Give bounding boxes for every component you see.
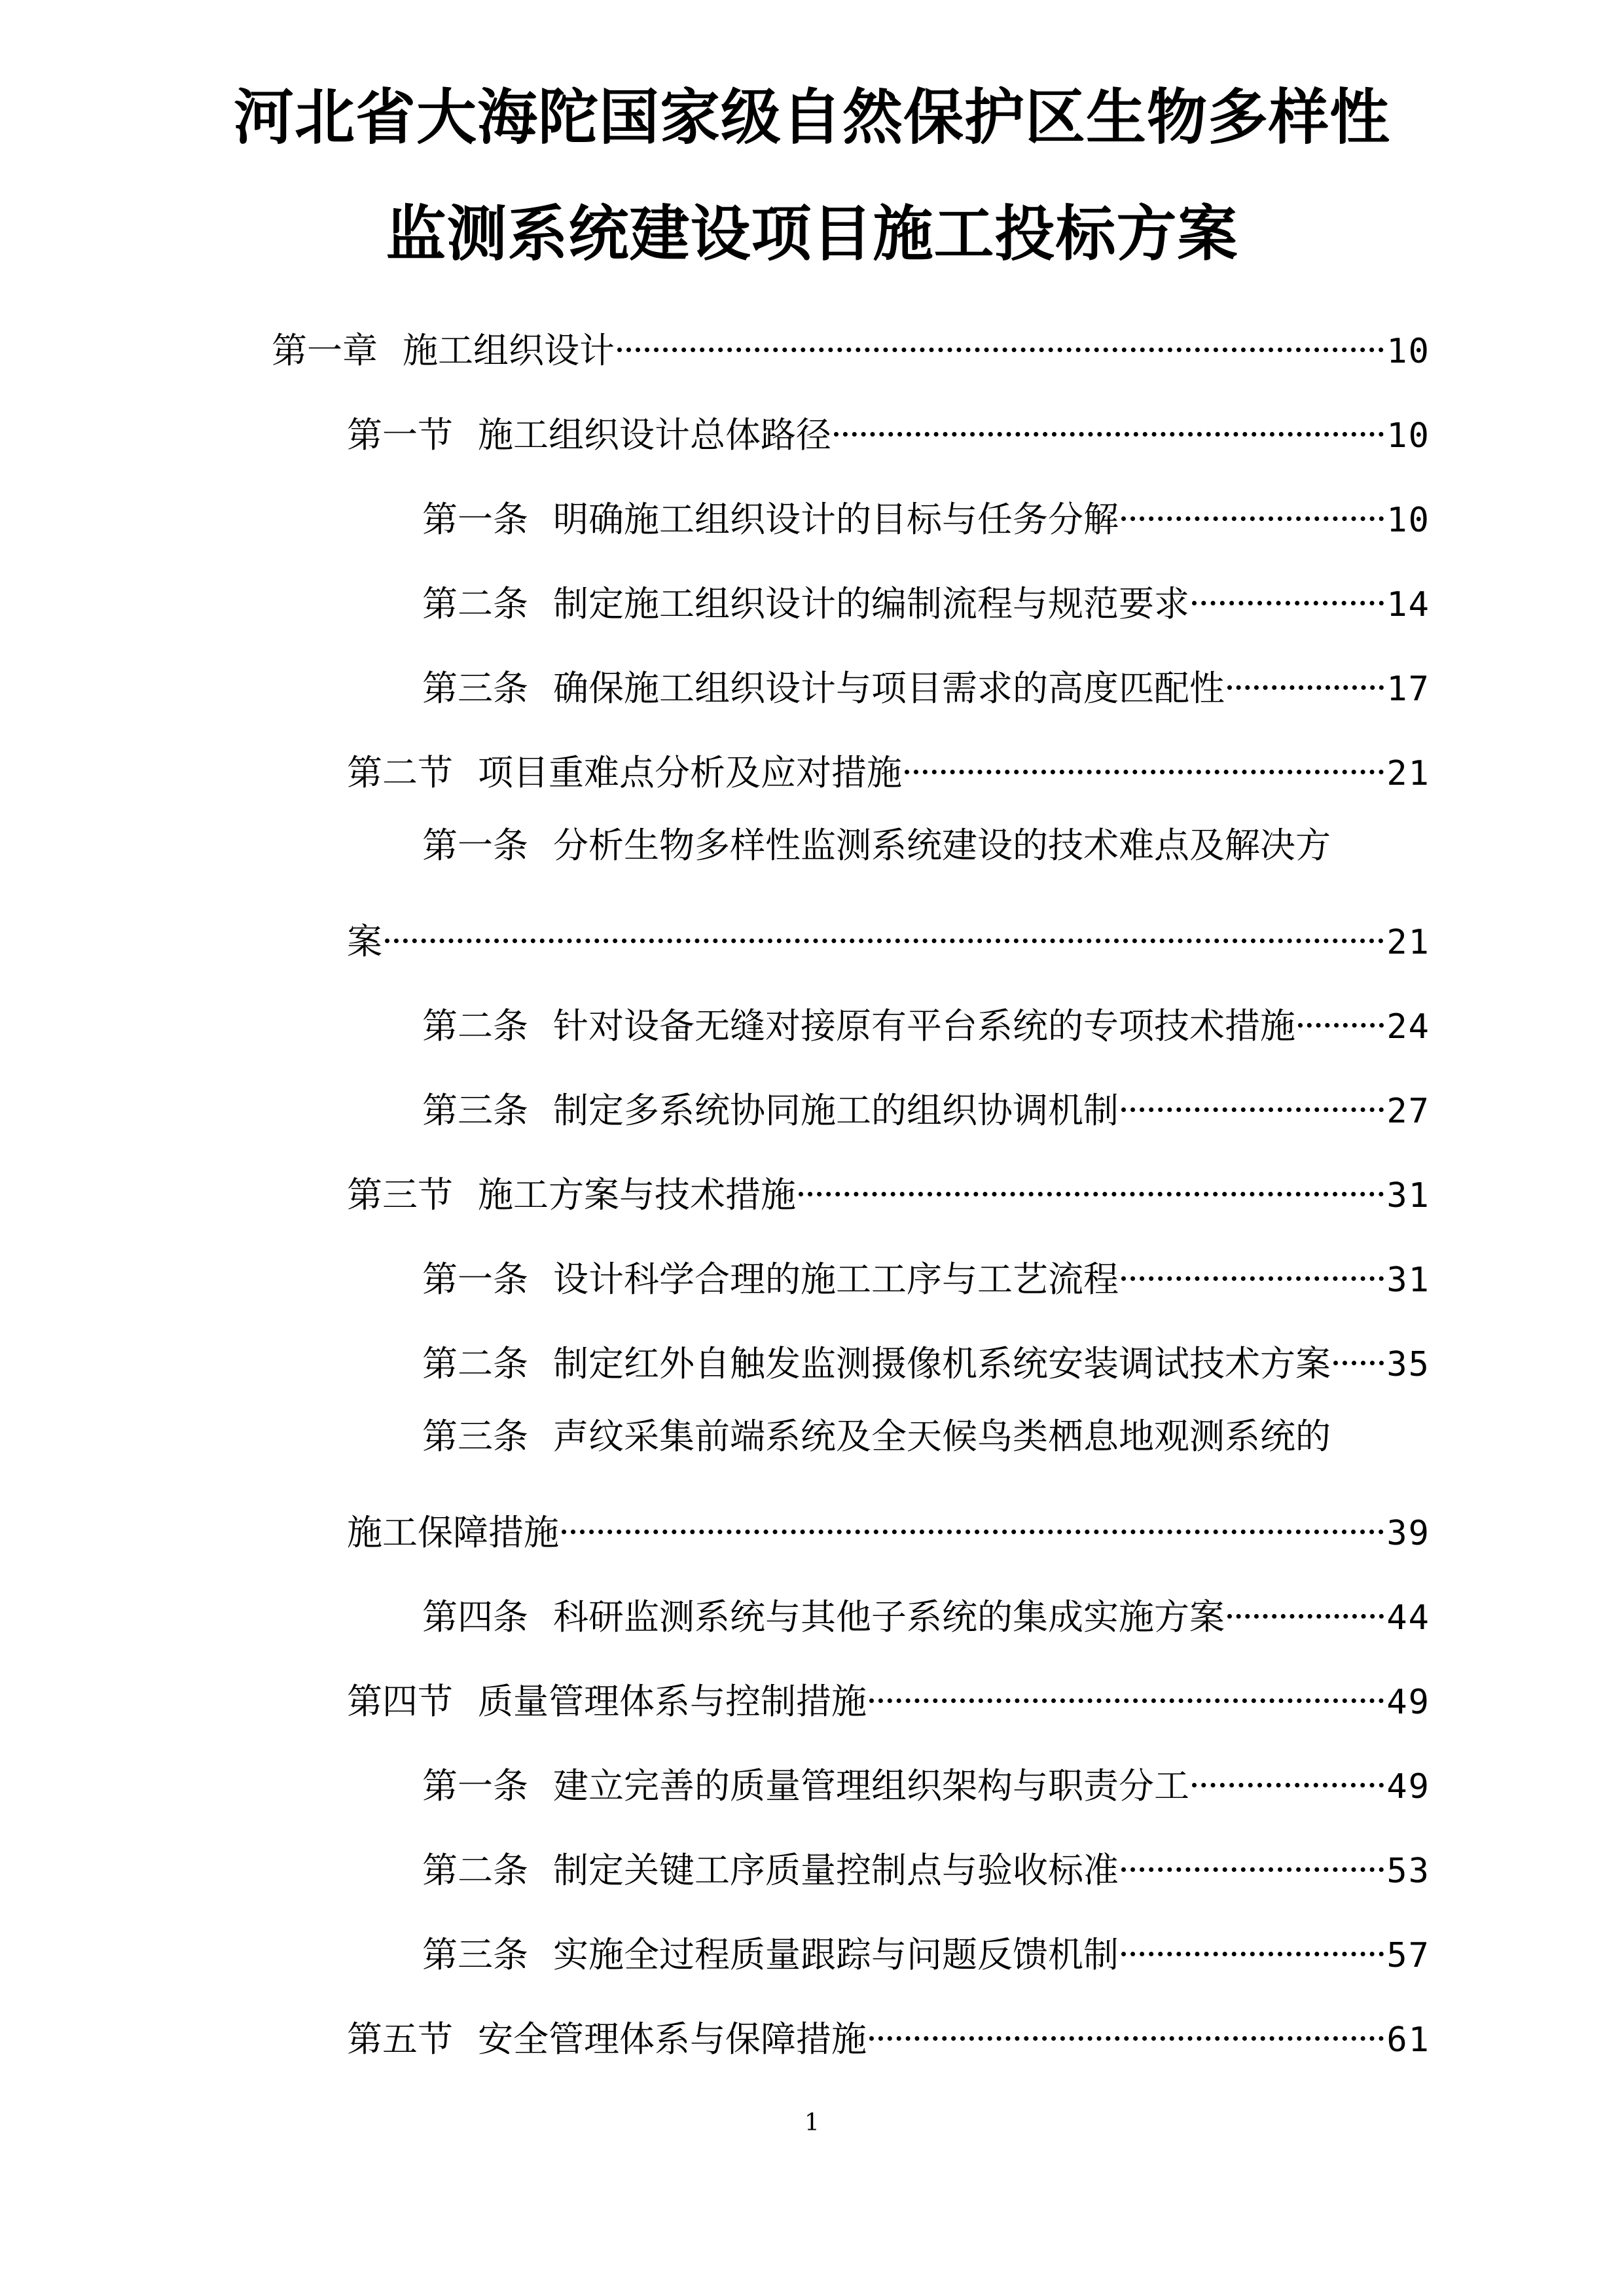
toc-entry-page-number: 17 <box>1386 670 1430 709</box>
toc-entry-label: 第一条 <box>422 1765 528 1806</box>
page-number: 1 <box>804 2109 820 2136</box>
toc-entry-text: 安全管理体系与保障措施 <box>478 2018 867 2060</box>
toc-entry-label: 第二条 <box>422 1005 528 1047</box>
toc-entry-continuation-text: 施工保障措施 <box>347 1512 559 1553</box>
toc-entry-text: 项目重难点分析及应对措施 <box>478 752 902 793</box>
toc-entry-label: 第四节 <box>347 1681 453 1722</box>
toc-entry-text: 实施全过程质量跟踪与问题反馈机制 <box>553 1934 1119 1975</box>
toc-entry-page-number: 35 <box>1386 1345 1430 1384</box>
toc-dot-leader <box>562 1498 1384 1545</box>
toc-entry-continuation-text: 案 <box>347 921 382 962</box>
toc-entry-label: 第三条 <box>422 668 528 709</box>
toc-entry-page-number: 49 <box>1386 1767 1430 1806</box>
toc-entry-label: 第三条 <box>422 1934 528 1975</box>
toc-entry-page-number: 21 <box>1386 754 1430 793</box>
toc-entry-label: 第二条 <box>422 583 528 624</box>
document-title-line-2: 监测系统建设项目施工投标方案 <box>386 199 1238 269</box>
toc-dot-leader <box>1192 569 1384 616</box>
toc-entry-text: 制定红外自触发监测摄像机系统安装调试技术方案 <box>553 1343 1331 1384</box>
toc-entry-label: 第一节 <box>347 414 453 456</box>
toc-entry-text: 质量管理体系与控制措施 <box>478 1681 867 1722</box>
toc-dot-leader <box>385 906 1384 954</box>
toc-entry-page-number: 24 <box>1386 1007 1430 1047</box>
toc-entry-text: 制定关键工序质量控制点与验收标准 <box>553 1850 1119 1891</box>
toc-entry-label: 第二条 <box>422 1343 528 1384</box>
toc-entry-label: 第三节 <box>347 1174 453 1215</box>
toc-entry-text: 针对设备无缝对接原有平台系统的专项技术措施 <box>553 1005 1295 1047</box>
toc-entry-page-number: 39 <box>1386 1514 1430 1553</box>
toc-entry[interactable] <box>422 1835 1430 1891</box>
toc-entry[interactable] <box>422 1582 1430 1638</box>
toc-dot-leader <box>834 400 1384 447</box>
toc-entry-label: 第一条 <box>422 499 528 540</box>
toc-entry[interactable] <box>272 315 1430 371</box>
toc-entry-line[interactable] <box>422 822 1331 869</box>
toc-entry-label: 第二条 <box>422 1850 528 1891</box>
toc-entry[interactable] <box>422 1244 1430 1300</box>
toc-entry-text: 设计科学合理的施工工序与工艺流程 <box>553 1259 1119 1300</box>
toc-entry-page-number: 31 <box>1386 1261 1430 1300</box>
toc-entry-page-number: 53 <box>1386 1852 1430 1891</box>
toc-entry-text: 制定多系统协同施工的组织协调机制 <box>553 1090 1119 1131</box>
toc-dot-leader <box>1227 1582 1384 1629</box>
toc-entry-page-number: 10 <box>1386 501 1430 540</box>
toc-entry[interactable] <box>422 1920 1430 1975</box>
toc-entry-text: 分析生物多样性监测系统建设的技术难点及解决方 <box>553 825 1331 866</box>
toc-entry-page-number: 21 <box>1386 923 1430 962</box>
toc-dot-leader <box>617 315 1384 363</box>
toc-entry-text: 声纹采集前端系统及全天候鸟类栖息地观测系统的 <box>553 1416 1331 1457</box>
toc-entry-line[interactable] <box>422 1413 1331 1460</box>
toc-entry[interactable] <box>347 400 1430 456</box>
toc-entry-label: 第一章 <box>272 330 378 371</box>
toc-entry-label: 第五节 <box>347 2018 453 2060</box>
toc-entry-text: 施工组织设计总体路径 <box>478 414 831 456</box>
toc-dot-leader <box>869 2004 1384 2051</box>
toc-entry-text: 确保施工组织设计与项目需求的高度匹配性 <box>553 668 1225 709</box>
toc-entry[interactable] <box>347 738 1430 793</box>
toc-entry[interactable] <box>347 1160 1430 1215</box>
toc-dot-leader <box>1298 991 1384 1038</box>
toc-dot-leader <box>1121 1244 1384 1291</box>
toc-entry-page-number: 14 <box>1386 585 1430 624</box>
toc-entry[interactable] <box>422 1075 1430 1131</box>
toc-entry[interactable] <box>347 2004 1430 2060</box>
toc-entry[interactable] <box>422 569 1430 624</box>
toc-entry[interactable] <box>347 1666 1430 1722</box>
toc-entry-text: 制定施工组织设计的编制流程与规范要求 <box>553 583 1189 624</box>
toc-entry-label: 第二节 <box>347 752 453 793</box>
toc-entry-text: 明确施工组织设计的目标与任务分解 <box>553 499 1119 540</box>
toc-entry[interactable] <box>422 1329 1430 1384</box>
toc-entry-page-number: 57 <box>1386 1936 1430 1975</box>
toc-entry[interactable] <box>422 484 1430 540</box>
toc-dot-leader <box>1192 1751 1384 1798</box>
toc-entry-label: 第一条 <box>422 1259 528 1300</box>
toc-entry-page-number: 61 <box>1386 2020 1430 2060</box>
toc-dot-leader <box>1121 484 1384 531</box>
toc-entry-text: 施工组织设计 <box>403 330 615 371</box>
toc-dot-leader <box>1121 1920 1384 1967</box>
toc-dot-leader <box>905 738 1384 785</box>
toc-dot-leader <box>1333 1329 1384 1376</box>
toc-dot-leader <box>1121 1075 1384 1122</box>
toc-entry-label: 第三条 <box>422 1416 528 1457</box>
toc-entry[interactable] <box>422 653 1430 709</box>
toc-entry-text: 建立完善的质量管理组织架构与职责分工 <box>553 1765 1189 1806</box>
toc-entry-continuation[interactable] <box>347 1498 1430 1553</box>
toc-entry[interactable] <box>422 1751 1430 1806</box>
toc-entry-page-number: 10 <box>1386 332 1430 371</box>
toc-entry-label: 第四条 <box>422 1596 528 1638</box>
toc-dot-leader <box>799 1160 1384 1207</box>
toc-dot-leader <box>869 1666 1384 1713</box>
toc-dot-leader <box>1121 1835 1384 1882</box>
toc-entry-text: 科研监测系统与其他子系统的集成实施方案 <box>553 1596 1225 1638</box>
document-title-line-1: 河北省大海陀国家级自然保护区生物多样性 <box>233 82 1390 152</box>
toc-entry[interactable] <box>422 991 1430 1047</box>
toc-entry-label: 第一条 <box>422 825 528 866</box>
toc-entry-page-number: 27 <box>1386 1092 1430 1131</box>
toc-entry-continuation[interactable] <box>347 906 1430 962</box>
toc-entry-page-number: 31 <box>1386 1176 1430 1215</box>
toc-entry-page-number: 10 <box>1386 416 1430 456</box>
toc-entry-text: 施工方案与技术措施 <box>478 1174 796 1215</box>
toc-entry-label: 第三条 <box>422 1090 528 1131</box>
toc-dot-leader <box>1227 653 1384 700</box>
toc-entry-page-number: 44 <box>1386 1598 1430 1638</box>
toc-entry-page-number: 49 <box>1386 1683 1430 1722</box>
